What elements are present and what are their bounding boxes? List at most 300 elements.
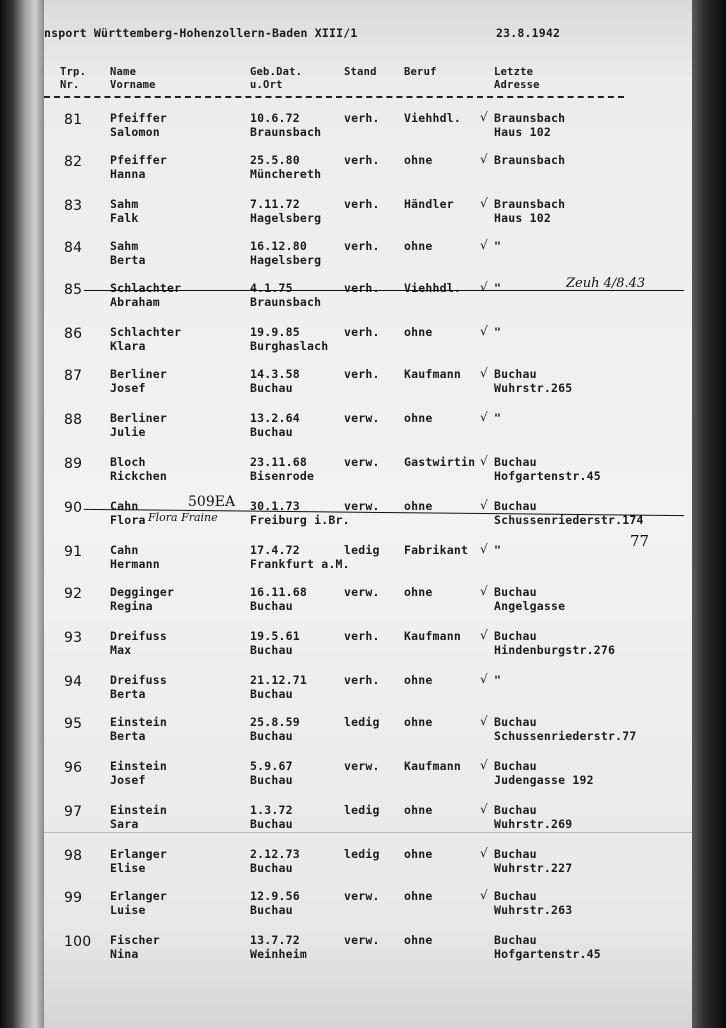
person-name <box>110 673 167 701</box>
person-name <box>110 455 167 483</box>
occupation <box>404 803 433 817</box>
birth-date-place <box>250 153 321 181</box>
birth-date-place-date: 16.12.80 <box>250 239 307 253</box>
check-mark-check: √ <box>480 846 488 860</box>
check-mark <box>480 324 488 338</box>
person-name-surname: Dreifuss <box>110 629 167 643</box>
birth-date-place-date: 17.4.72 <box>250 543 300 557</box>
row-number <box>64 326 82 342</box>
marital-status <box>344 715 380 729</box>
row-number-nr: 87 <box>64 368 83 384</box>
check-mark-check: √ <box>480 498 488 512</box>
person-name-surname: Einstein <box>110 715 167 729</box>
row-number <box>64 890 82 906</box>
marital-status <box>344 847 380 861</box>
last-address-addr1: Buchau <box>494 847 537 861</box>
birth-date-place-place: Bisenrode <box>250 469 315 483</box>
check-mark <box>480 238 488 252</box>
marital-status-stand: verh. <box>344 281 380 295</box>
column-header-beruf: Beruf <box>404 66 437 78</box>
table-row <box>44 408 692 451</box>
table-row <box>44 236 692 279</box>
person-name-surname: Erlanger <box>110 847 167 861</box>
birth-date-place-place: Buchau <box>250 599 293 613</box>
occupation <box>404 367 461 381</box>
last-address-addr1: " <box>494 673 502 687</box>
person-name-surname: Dreifuss <box>110 673 167 687</box>
birth-date-place <box>250 281 321 309</box>
row-number <box>64 154 82 170</box>
marital-status-stand: verw. <box>344 411 380 425</box>
birth-date-place-date: 25.8.59 <box>250 715 300 729</box>
birth-date-place <box>250 325 328 353</box>
person-name-first: Flora <box>110 513 146 527</box>
last-address <box>494 281 501 295</box>
birth-date-place-place: Buchau <box>250 903 293 917</box>
occupation-beruf: Viehhdl. <box>404 111 461 125</box>
check-mark <box>480 110 488 124</box>
person-name-surname: Fischer <box>110 933 160 947</box>
last-address-addr1: " <box>494 239 502 253</box>
occupation-beruf: ohne <box>404 153 433 167</box>
occupation-beruf: ohne <box>404 803 433 817</box>
marital-status <box>344 543 380 557</box>
check-mark <box>480 584 488 598</box>
marital-status <box>344 629 380 643</box>
marital-status <box>344 411 380 425</box>
row-number <box>64 282 82 298</box>
occupation-beruf: ohne <box>404 585 433 599</box>
birth-date-place-date: 25.5.80 <box>250 153 300 167</box>
last-address-addr2: Haus 102 <box>494 125 551 139</box>
occupation-beruf: Fabrikant <box>404 543 469 557</box>
check-mark-check: √ <box>480 628 488 642</box>
last-address <box>494 153 565 167</box>
last-address-addr1: Braunsbach <box>494 111 566 125</box>
table-row <box>44 886 692 929</box>
table-row <box>44 150 692 193</box>
marital-status <box>344 197 380 211</box>
check-mark <box>480 628 488 642</box>
check-mark-check: √ <box>480 238 488 252</box>
person-name <box>110 847 167 875</box>
check-mark <box>480 758 488 772</box>
table-row <box>44 452 692 495</box>
marital-status <box>344 325 380 339</box>
last-address-addr1: " <box>494 281 502 295</box>
check-mark <box>480 542 488 556</box>
check-mark <box>480 802 488 816</box>
occupation-beruf: ohne <box>404 933 433 947</box>
check-mark-check: √ <box>480 324 488 338</box>
birth-date-place-date: 19.5.61 <box>250 629 300 643</box>
person-name-first: Klara <box>110 339 146 353</box>
person-name <box>110 111 167 139</box>
page-edge-shadow <box>692 0 726 1028</box>
last-address-addr2: Angelgasse <box>494 599 566 613</box>
person-name <box>110 715 167 743</box>
last-address-addr1: Buchau <box>494 585 537 599</box>
check-mark-check: √ <box>480 366 488 380</box>
person-name-surname: Pfeiffer <box>110 111 167 125</box>
occupation-beruf: ohne <box>404 847 433 861</box>
birth-date-place-place: Buchau <box>250 729 293 743</box>
row-number <box>64 112 82 128</box>
row-number-nr: 91 <box>64 544 83 560</box>
marital-status-stand: verh. <box>344 367 380 381</box>
handwritten-number-row-91: 77 <box>630 532 650 550</box>
check-mark-check: √ <box>480 542 488 556</box>
table-row <box>44 626 692 669</box>
birth-date-place <box>250 543 350 571</box>
handwritten-note-row-85: Zeuh 4/8.43 <box>566 276 646 291</box>
person-name-first: Josef <box>110 381 146 395</box>
person-name-surname: Bloch <box>110 455 146 469</box>
row-number-nr: 100 <box>64 934 92 950</box>
person-name-surname: Cahn <box>110 499 139 513</box>
handwritten-code-row-90: 509EA <box>188 494 236 510</box>
person-name <box>110 367 167 395</box>
row-number-nr: 94 <box>64 674 83 690</box>
marital-status-stand: verh. <box>344 197 380 211</box>
birth-date-place-place: Buchau <box>250 687 293 701</box>
person-name-first: Luise <box>110 903 146 917</box>
row-number <box>64 412 82 428</box>
birth-date-place <box>250 715 300 743</box>
birth-date-place-date: 21.12.71 <box>250 673 307 687</box>
birth-date-place-place: Hagelsberg <box>250 253 322 267</box>
person-name-surname: Einstein <box>110 803 167 817</box>
birth-date-place-date: 10.6.72 <box>250 111 300 125</box>
person-name <box>110 411 167 439</box>
occupation <box>404 585 433 599</box>
birth-date-place <box>250 803 293 831</box>
check-mark-check: √ <box>480 714 488 728</box>
row-number-nr: 93 <box>64 630 83 646</box>
birth-date-place <box>250 629 300 657</box>
marital-status-stand: verh. <box>344 629 380 643</box>
last-address <box>494 759 594 787</box>
marital-status-stand: ledig <box>344 715 380 729</box>
person-name-first: Salomon <box>110 125 160 139</box>
person-name-first: Regina <box>110 599 153 613</box>
birth-date-place <box>250 411 300 439</box>
check-mark-check: √ <box>480 888 488 902</box>
check-mark <box>480 714 488 728</box>
last-address <box>494 367 572 395</box>
last-address <box>494 197 565 225</box>
check-mark-check: √ <box>480 410 488 424</box>
last-address-addr1: Buchau <box>494 933 537 947</box>
person-name-surname: Schlachter <box>110 325 182 339</box>
last-address-addr2: Hofgartenstr.45 <box>494 947 601 961</box>
person-name-first: Abraham <box>110 295 160 309</box>
last-address-addr2: Hofgartenstr.45 <box>494 469 601 483</box>
row-number-nr: 95 <box>64 716 83 732</box>
marital-status-stand: ledig <box>344 543 380 557</box>
check-mark <box>480 152 488 166</box>
person-name-first: Julie <box>110 425 146 439</box>
row-number <box>64 674 82 690</box>
person-name-surname: Berliner <box>110 411 167 425</box>
birth-date-place-date: 12.9.56 <box>250 889 300 903</box>
occupation-beruf: Händler <box>404 197 454 211</box>
birth-date-place <box>250 111 321 139</box>
row-number <box>64 586 82 602</box>
person-name <box>110 933 160 961</box>
birth-date-place-place: Burghaslach <box>250 339 329 353</box>
person-name-surname: Erlanger <box>110 889 167 903</box>
last-address-addr1: " <box>494 411 502 425</box>
occupation <box>404 673 433 687</box>
occupation <box>404 499 433 513</box>
last-address <box>494 673 501 687</box>
marital-status <box>344 239 380 253</box>
document-page <box>44 0 692 1028</box>
last-address <box>494 239 501 253</box>
table-row <box>44 322 692 365</box>
last-address <box>494 889 572 917</box>
table-row <box>44 540 692 583</box>
birth-date-place <box>250 933 307 961</box>
column-header-geb: Geb.Dat. u.Ort <box>250 66 303 91</box>
row-number-nr: 92 <box>64 586 83 602</box>
occupation-beruf: ohne <box>404 499 433 513</box>
marital-status-stand: ledig <box>344 847 380 861</box>
birth-date-place-date: 14.3.58 <box>250 367 300 381</box>
person-name-surname: Schlachter <box>110 281 182 295</box>
row-number-nr: 89 <box>64 456 83 472</box>
occupation <box>404 933 433 947</box>
person-name-first: Berta <box>110 253 146 267</box>
last-address-addr1: Buchau <box>494 759 537 773</box>
check-mark-check: √ <box>480 196 488 210</box>
last-address-addr1: Buchau <box>494 499 537 513</box>
marital-status <box>344 889 380 903</box>
table-row <box>44 800 692 843</box>
column-header-adresse: Letzte Adresse <box>494 66 540 91</box>
birth-date-place-place: Braunsbach <box>250 125 322 139</box>
occupation <box>404 281 461 295</box>
birth-date-place-date: 4.1.75 <box>250 281 293 295</box>
birth-date-place-place: Buchau <box>250 381 293 395</box>
row-number-nr: 88 <box>64 412 83 428</box>
table-row <box>44 670 692 713</box>
last-address-addr1: Buchau <box>494 455 537 469</box>
last-address <box>494 455 601 483</box>
table-row <box>44 194 692 237</box>
person-name <box>110 585 174 613</box>
last-address <box>494 803 572 831</box>
occupation <box>404 759 461 773</box>
check-mark <box>480 196 488 210</box>
person-name-surname: Sahm <box>110 239 139 253</box>
occupation-beruf: ohne <box>404 239 433 253</box>
birth-date-place <box>250 585 307 613</box>
table-row <box>44 582 692 625</box>
last-address-addr2: Judengasse 192 <box>494 773 594 787</box>
person-name-first: Josef <box>110 773 146 787</box>
person-name-first: Hanna <box>110 167 146 181</box>
person-name <box>110 889 167 917</box>
row-number-nr: 86 <box>64 326 83 342</box>
person-name-surname: Cahn <box>110 543 139 557</box>
birth-date-place-place: Buchau <box>250 817 293 831</box>
birth-date-place-date: 1.3.72 <box>250 803 293 817</box>
marital-status-stand: verw. <box>344 585 380 599</box>
last-address <box>494 411 501 425</box>
marital-status-stand: verh. <box>344 239 380 253</box>
row-number-nr: 97 <box>64 804 83 820</box>
occupation <box>404 543 468 557</box>
birth-date-place <box>250 759 293 787</box>
marital-status <box>344 585 380 599</box>
birth-date-place-place: Buchau <box>250 773 293 787</box>
check-mark <box>480 410 488 424</box>
row-number <box>64 544 82 560</box>
occupation <box>404 889 433 903</box>
occupation <box>404 325 433 339</box>
row-number <box>64 804 82 820</box>
birth-date-place <box>250 455 314 483</box>
person-name <box>110 197 139 225</box>
check-mark <box>480 498 488 512</box>
person-name-surname: Einstein <box>110 759 167 773</box>
row-number-nr: 90 <box>64 500 83 516</box>
birth-date-place <box>250 673 307 701</box>
marital-status <box>344 759 380 773</box>
occupation-beruf: Viehhdl. <box>404 281 461 295</box>
person-name-first: Elise <box>110 861 146 875</box>
row-number-nr: 99 <box>64 890 83 906</box>
last-address-addr1: " <box>494 543 502 557</box>
birth-date-place-place: Buchau <box>250 643 293 657</box>
row-number <box>64 456 82 472</box>
occupation <box>404 847 433 861</box>
person-name <box>110 325 181 353</box>
check-mark-check: √ <box>480 802 488 816</box>
last-address-addr2: Schussenriederstr.77 <box>494 729 637 743</box>
marital-status-stand: verw. <box>344 889 380 903</box>
page-fold-line <box>44 832 692 833</box>
person-name-surname: Pfeiffer <box>110 153 167 167</box>
person-name <box>110 759 167 787</box>
check-mark <box>480 366 488 380</box>
last-address <box>494 715 636 743</box>
occupation-beruf: ohne <box>404 673 433 687</box>
last-address-addr1: Braunsbach <box>494 197 566 211</box>
birth-date-place-date: 23.11.68 <box>250 455 307 469</box>
marital-status-stand: verh. <box>344 325 380 339</box>
birth-date-place-date: 30.1.73 <box>250 499 300 513</box>
birth-date-place <box>250 889 300 917</box>
row-number-nr: 84 <box>64 240 83 256</box>
occupation <box>404 111 461 125</box>
transport-region: nsport Württemberg-Hohenzollern-Baden XIII/1 <box>44 26 358 40</box>
person-name-surname: Degginger <box>110 585 175 599</box>
check-mark <box>480 846 488 860</box>
last-address-addr1: Buchau <box>494 629 537 643</box>
row-number <box>64 716 82 732</box>
person-name-first: Rickchen <box>110 469 167 483</box>
birth-date-place-place: Frankfurt a.M. <box>250 557 350 571</box>
marital-status <box>344 673 380 687</box>
last-address-addr1: Buchau <box>494 803 537 817</box>
check-mark <box>480 672 488 686</box>
birth-date-place-date: 5.9.67 <box>250 759 293 773</box>
last-address-addr2: Wuhrstr.269 <box>494 817 573 831</box>
book-binding-shadow <box>0 0 44 1028</box>
birth-date-place <box>250 847 300 875</box>
last-address-addr2: Haus 102 <box>494 211 551 225</box>
column-header-name: Name Vorname <box>110 66 156 91</box>
marital-status-stand: verw. <box>344 933 380 947</box>
occupation <box>404 239 433 253</box>
birth-date-place-date: 13.2.64 <box>250 411 300 425</box>
person-name <box>110 803 167 831</box>
row-number-nr: 85 <box>64 282 83 298</box>
column-header-nr: Trp. Nr. <box>60 66 87 91</box>
birth-date-place-place: Weinheim <box>250 947 307 961</box>
marital-status <box>344 281 380 295</box>
table-row <box>44 108 692 151</box>
table-row <box>44 844 692 887</box>
header-divider <box>44 96 624 98</box>
column-header-stand: Stand <box>344 66 377 78</box>
marital-status <box>344 803 380 817</box>
birth-date-place-place: Freiburg i.Br. <box>250 513 350 527</box>
last-address <box>494 585 565 613</box>
birth-date-place-date: 2.12.73 <box>250 847 300 861</box>
last-address <box>494 325 501 339</box>
last-address <box>494 629 615 657</box>
birth-date-place-place: Hagelsberg <box>250 211 322 225</box>
person-name-surname: Sahm <box>110 197 139 211</box>
occupation <box>404 153 433 167</box>
person-name <box>110 281 181 309</box>
marital-status-stand: verh. <box>344 111 380 125</box>
check-mark-check: √ <box>480 672 488 686</box>
occupation <box>404 197 454 211</box>
occupation <box>404 629 461 643</box>
last-address-addr2: Wuhrstr.263 <box>494 903 573 917</box>
person-name-first: Nina <box>110 947 139 961</box>
person-name <box>110 499 146 527</box>
marital-status <box>344 367 380 381</box>
occupation <box>404 455 475 469</box>
birth-date-place-date: 16.11.68 <box>250 585 307 599</box>
last-address-addr1: " <box>494 325 502 339</box>
marital-status-stand: verw. <box>344 455 380 469</box>
check-mark-check: √ <box>480 152 488 166</box>
person-name-first: Max <box>110 643 132 657</box>
table-row <box>44 712 692 755</box>
check-mark-check: √ <box>480 584 488 598</box>
check-mark-check: √ <box>480 280 488 294</box>
birth-date-place <box>250 239 321 267</box>
person-name-surname: Berliner <box>110 367 167 381</box>
occupation-beruf: Kaufmann <box>404 629 461 643</box>
transport-date: 23.8.1942 <box>496 26 561 40</box>
last-address <box>494 543 501 557</box>
occupation-beruf: ohne <box>404 889 433 903</box>
last-address-addr1: Buchau <box>494 889 537 903</box>
check-mark <box>480 454 488 468</box>
last-address-addr1: Buchau <box>494 715 537 729</box>
birth-date-place-date: 19.9.85 <box>250 325 300 339</box>
birth-date-place-place: Buchau <box>250 861 293 875</box>
person-name-first: Hermann <box>110 557 160 571</box>
